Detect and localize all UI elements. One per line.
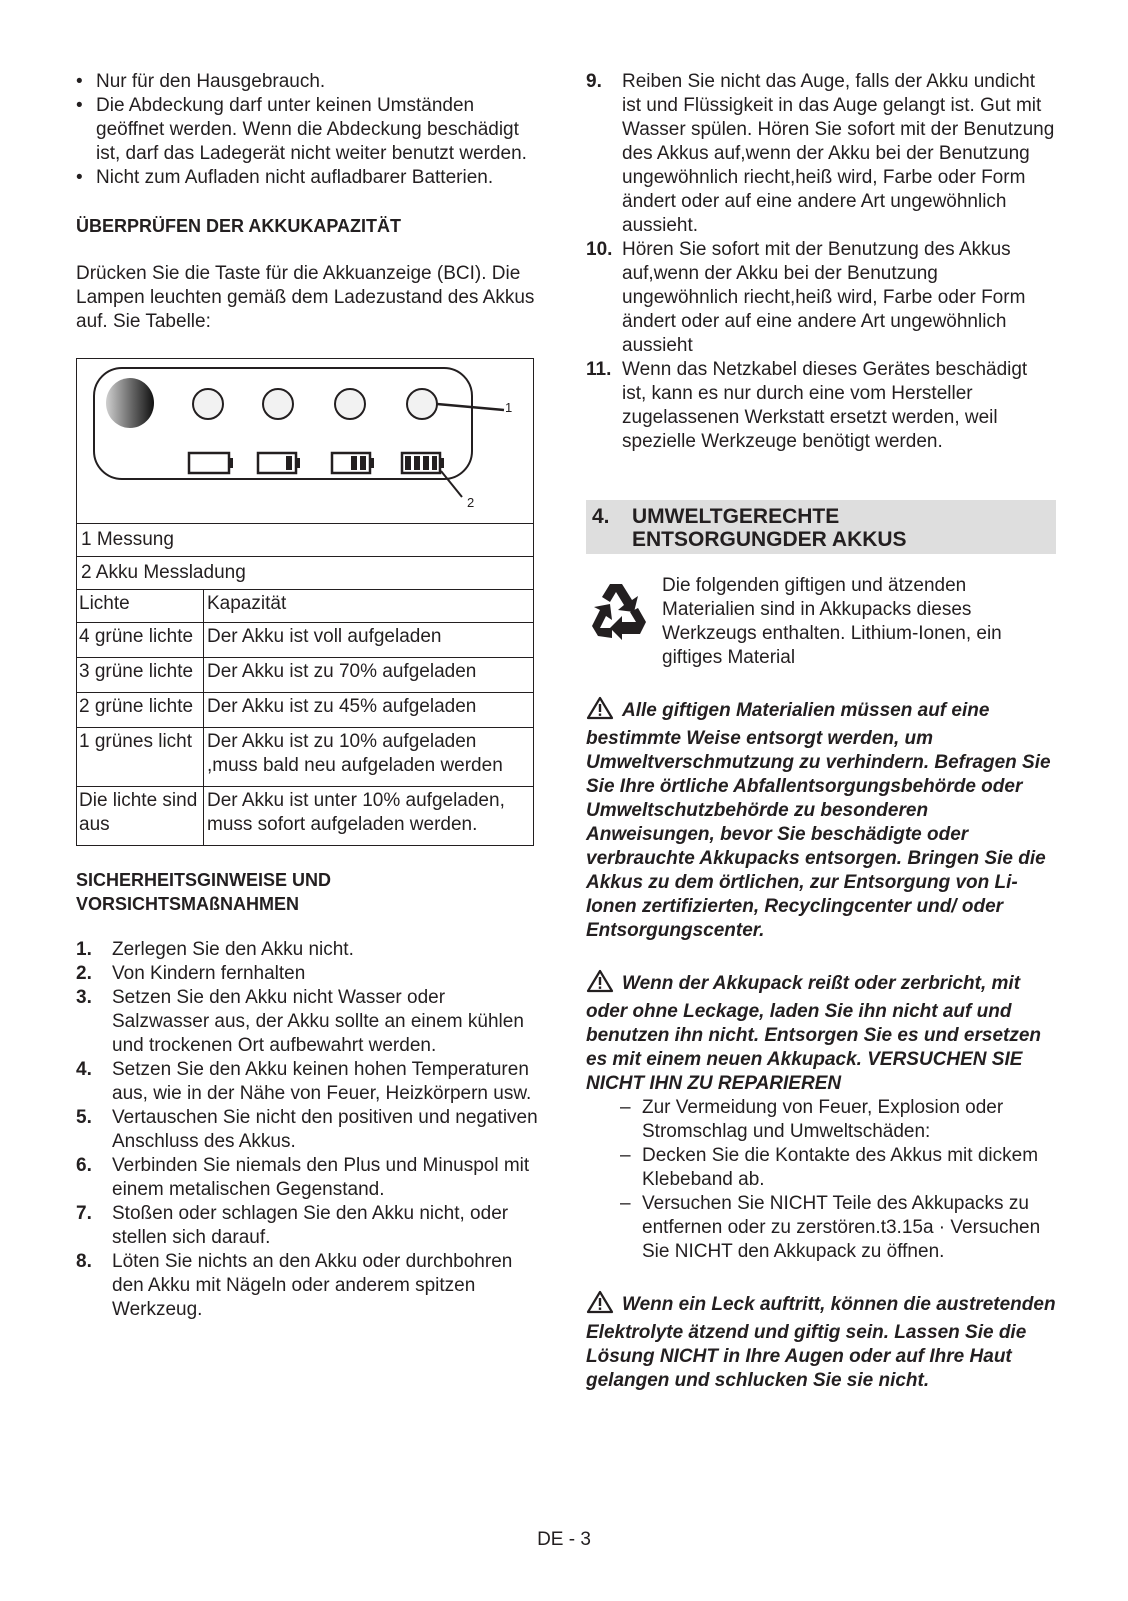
item-number: 10. — [586, 239, 613, 260]
item-text: Setzen Sie den Akku keinen hohen Temperaturen aus, wie in der Nähe von Feuer, Heizkörpern usw. — [112, 1059, 532, 1104]
warning-text: Wenn ein Leck auftritt, können die austretenden Elektrolyte ätzend und giftig sein. Lassen Sie die Lösung NICHT in Ihre Augen oder auf Ihre Haut gelangen und schlucken Sie sie nicht. — [586, 1294, 1056, 1391]
charger-diagram — [77, 359, 533, 524]
warning-paragraph — [586, 1290, 1056, 1393]
table-row — [77, 728, 533, 787]
list-item — [586, 70, 1056, 238]
led-icon — [407, 389, 437, 419]
battery-level-icon — [189, 453, 233, 473]
list-item — [76, 1202, 546, 1250]
led-icon — [193, 389, 223, 419]
section-title-bar — [586, 500, 1056, 554]
table-cell: Der Akku ist zu 70% aufgeladen — [207, 661, 477, 682]
list-item — [76, 938, 546, 962]
battery-level-icon — [258, 453, 300, 473]
table-row: 2 Akku Messladung — [77, 557, 533, 590]
item-number: 4. — [76, 1059, 92, 1080]
item-text: Setzen Sie den Akku nicht Wasser oder Salzwasser aus, der Akku sollte an einem kühlen und trockenen Ort aufbewahrt werden. — [112, 987, 524, 1056]
bullet-item: • Nur für den Hausgebrauch. — [76, 70, 546, 94]
list-item — [586, 358, 1056, 454]
list-item — [76, 986, 546, 1058]
page-number: DE - 3 — [537, 1529, 591, 1550]
recycle-text: Die folgenden giftigen und ätzenden Materialien sind in Akkupacks dieses Werkzeugs enthalten. Lithium-Ionen, ein giftiges Material — [662, 575, 1002, 668]
section-title-line: UMWELTGERECHTE — [632, 505, 840, 528]
table-cell: 4 grüne lichte — [77, 623, 204, 657]
table-row — [77, 787, 533, 845]
capacity-table — [76, 358, 534, 846]
battery-level-icon — [402, 453, 444, 473]
safety-list — [76, 938, 546, 1322]
bullet-item: • Die Abdeckung darf unter keinen Umständen geöffnet werden. Wenn die Abdeckung beschädigt ist, darf das Ladegerät nicht weiter benutzt werden. — [76, 94, 546, 166]
table-header-row — [77, 590, 533, 623]
battery-level-icon — [332, 453, 374, 473]
item-number: 8. — [76, 1251, 92, 1272]
table-cell: Der Akku ist voll aufgeladen — [207, 626, 442, 647]
recycle-block — [586, 574, 1056, 670]
list-item — [586, 238, 1056, 358]
item-text: Von Kindern fernhalten — [112, 963, 306, 984]
warning-text: Alle giftigen Materialien müssen auf eine bestimmte Weise entsorgt werden, um Umweltverschmutzung zu verhindern. Befragen Sie Sie Ihre örtliche Abfallentsorgungsbehörde oder Umweltschutzbehörde zu besonderen Anweisungen, bevor Sie beschädigte oder verbrauchte Akkupacks entsorgen. Bringen Sie die Akkus zu dem örtlichen, zur Entsorgung von Li-Ionen zertifizierten, Recyclingcenter und/ oder Entsorgungscenter. — [586, 700, 1051, 941]
capacity-heading: ÜBERPRÜFEN DER AKKUKAPAZITÄT — [76, 216, 401, 236]
item-number: 1. — [76, 939, 92, 960]
led-icon — [263, 389, 293, 419]
callout-line-1 — [437, 404, 504, 410]
item-text: Löten Sie nichts an den Akku oder durchbohren den Akku mit Nägeln oder anderem spitzen Werkzeug. — [112, 1251, 513, 1320]
item-number: 2. — [76, 963, 92, 984]
dash-list — [586, 1096, 1056, 1264]
item-text: Zerlegen Sie den Akku nicht. — [112, 939, 354, 960]
table-row: 1 Messung — [77, 524, 533, 557]
recycle-icon — [586, 574, 662, 670]
list-item — [76, 1106, 546, 1154]
table-header-cell: Kapazität — [207, 593, 287, 614]
usage-bullets — [76, 70, 546, 190]
table-cell: 1 grünes licht — [77, 728, 204, 786]
indicator-diagram — [77, 359, 533, 523]
item-text: Hören Sie sofort mit der Benutzung des Akkus auf,wenn der Akku bei der Benutzung ungewöhnlich riecht,heiß wird, Farbe oder Form ändert oder auf eine andere Art ungewöhnlich aussieht — [622, 239, 1026, 356]
bci-button-icon — [106, 378, 154, 428]
section-number: 4. — [592, 505, 610, 528]
table-header-cell: Lichte — [77, 590, 204, 622]
left-column — [76, 70, 546, 1322]
list-item: – Versuchen Sie NICHT Teile des Akkupacks zu entfernen oder zu zerstören.t3.15a · Versuchen Sie NICHT den Akkupack zu öffnen. — [620, 1192, 1056, 1264]
item-number: 9. — [586, 71, 602, 92]
list-item — [76, 1250, 546, 1322]
safety-heading: SICHERHEITSGINWEISE UND VORSICHTSMAßNAHMEN — [76, 870, 332, 914]
item-number: 7. — [76, 1203, 92, 1224]
item-text: Wenn das Netzkabel dieses Gerätes beschädigt ist, kann es nur durch eine vom Hersteller zugelassenen Werkstatt ersetzt werden, weil spezielle Werkzeuge benötigt werden. — [622, 359, 1028, 452]
table-cell: Der Akku ist zu 45% aufgeladen — [207, 696, 477, 717]
warning-icon — [586, 1290, 614, 1321]
table-cell: Die lichte sind aus — [77, 787, 204, 845]
table-row — [77, 658, 533, 693]
callout-label-2: 2 — [467, 495, 475, 510]
safety-list-continued — [586, 70, 1056, 454]
list-item: – Zur Vermeidung von Feuer, Explosion oder Stromschlag und Umweltschäden: — [620, 1096, 1056, 1144]
table-cell: Der Akku ist zu 10% aufgeladen ,muss bald neu aufgeladen werden — [207, 731, 503, 776]
table-cell: 2 grüne lichte — [77, 693, 204, 727]
capacity-text: Drücken Sie die Taste für die Akkuanzeige (BCI). Die Lampen leuchten gemäß dem Ladezustand des Akkus auf. Sie Tabelle: — [76, 263, 535, 332]
list-item — [76, 962, 546, 986]
table-row — [77, 693, 533, 728]
warning-icon — [586, 969, 614, 1000]
warning-text: Wenn der Akkupack reißt oder zerbricht, mit oder ohne Leckage, laden Sie ihn nicht auf und benutzen ihn nicht. Entsorgen Sie es und ersetzen es mit einem neuen Akkupack. VERSUCHEN SIE NICHT IHN ZU REPARIEREN — [586, 973, 1042, 1094]
callout-label-1: 1 — [505, 400, 513, 415]
warning-paragraph — [586, 696, 1056, 943]
table-cell: Der Akku ist unter 10% aufgeladen, muss sofort aufgeladen werden. — [207, 790, 505, 835]
item-text: Reiben Sie nicht das Auge, falls der Akku undicht ist und Flüssigkeit in das Auge gelangt ist. Gut mit Wasser spülen. Hören Sie sofort mit der Benutzung des Akkus auf,wenn der Akku bei der Benutzung ungewöhnlich riecht,heiß wird, Farbe oder Form ändert oder auf eine andere Art ungewöhnlich aussieht. — [622, 71, 1055, 236]
table-row — [77, 623, 533, 658]
bullet-item: • Nicht zum Aufladen nicht aufladbarer Batterien. — [76, 166, 546, 190]
item-number: 5. — [76, 1107, 92, 1128]
list-item: – Decken Sie die Kontakte des Akkus mit dickem Klebeband ab. — [620, 1144, 1056, 1192]
led-icon — [335, 389, 365, 419]
list-item — [76, 1058, 546, 1106]
item-number: 3. — [76, 987, 92, 1008]
list-item — [76, 1154, 546, 1202]
item-text: Verbinden Sie niemals den Plus und Minuspol mit einem metalischen Gegenstand. — [112, 1155, 530, 1200]
item-text: Stoßen oder schlagen Sie den Akku nicht, oder stellen sich darauf. — [112, 1203, 509, 1248]
item-number: 6. — [76, 1155, 92, 1176]
item-text: Vertauschen Sie nicht den positiven und negativen Anschluss des Akkus. — [112, 1107, 538, 1152]
item-number: 11. — [586, 359, 612, 380]
section-title-line: ENTSORGUNGDER AKKUS — [632, 528, 907, 551]
warning-icon — [586, 696, 614, 727]
right-column — [586, 70, 1056, 1393]
table-cell: 3 grüne lichte — [77, 658, 204, 692]
warning-paragraph — [586, 969, 1056, 1096]
